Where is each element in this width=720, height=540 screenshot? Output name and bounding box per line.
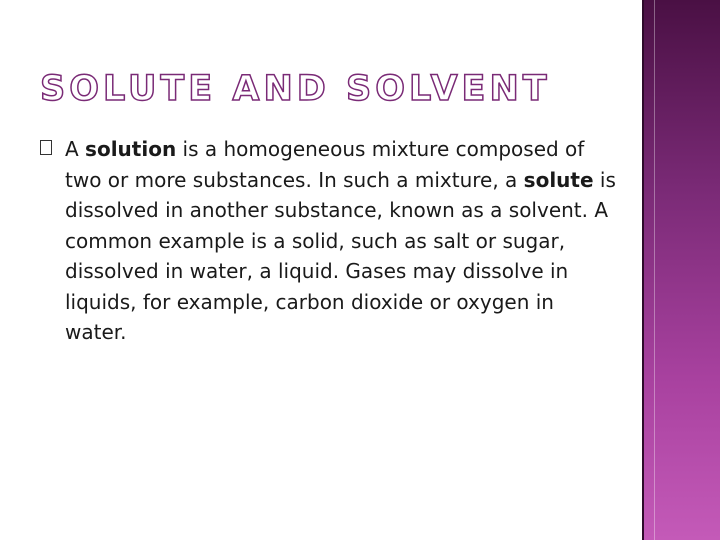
slide-title: SOLUTE AND SOLVENT bbox=[40, 69, 551, 109]
bullet-text-part: is a homogeneous mixture composed of two or more substances. In such a mixture, a bbox=[65, 137, 585, 192]
term-solution: solution bbox=[85, 137, 177, 161]
term-solute: solute bbox=[523, 167, 594, 192]
bullet-text-part: A bbox=[65, 137, 86, 161]
side-band-line bbox=[654, 0, 655, 540]
bullet-box-icon bbox=[40, 140, 52, 155]
side-band-edge bbox=[642, 0, 644, 540]
bullet-text-part: is dissolved in another substance, known as a solvent. A common example is a solid, such as salt or sugar, dissolved in water, a liquid. Gases may dissolve in liquids, for example, carbon dioxide or oxygen in water. bbox=[65, 167, 616, 344]
bullet-item bbox=[40, 134, 620, 348]
bullet-text bbox=[65, 134, 620, 348]
